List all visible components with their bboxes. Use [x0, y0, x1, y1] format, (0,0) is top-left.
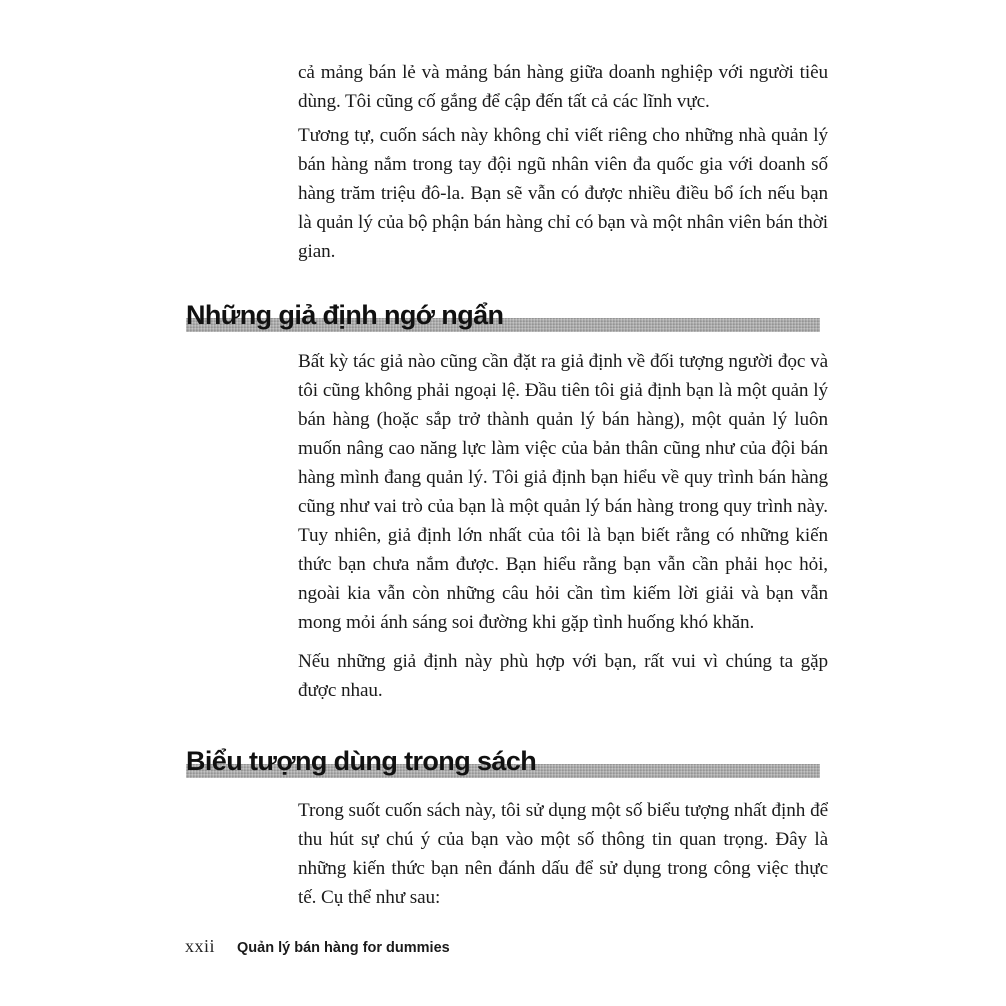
section-title: Biểu tượng dùng trong sách: [186, 746, 537, 776]
intro-paragraph-2: Tương tự, cuốn sách này không chỉ viết riêng cho những nhà quản lý bán hàng nắm trong tay đội ngũ nhân viên đa quốc gia với doanh số hàng trăm triệu đô-la. Bạn sẽ vẫn có được nhiều điều bổ ích nếu bạn là quản lý của bộ phận bán hàng chỉ có bạn và một nhân viên bán thời gian.: [298, 125, 828, 262]
intro-paragraph-1: cả mảng bán lẻ và mảng bán hàng giữa doanh nghiệp với người tiêu dùng. Tôi cũng cố gắng để cập đến tất cả các lĩnh vực.: [298, 62, 828, 112]
running-book-title: Quản lý bán hàng for dummies: [237, 940, 450, 956]
page-number: xxii: [185, 936, 216, 956]
assumptions-paragraph-2: Nếu những giả định này phù hợp với bạn, rất vui vì chúng ta gặp được nhau.: [298, 651, 828, 701]
section-title: Những giả định ngớ ngẩn: [186, 300, 504, 330]
icons-paragraph-1: Trong suốt cuốn sách này, tôi sử dụng một số biểu tượng nhất định để thu hút sự chú ý của bạn vào một số thông tin quan trọng. Đây là những kiến thức bạn nên đánh dấu để sử dụng trong công việc thực tế. Cụ thể như sau:: [298, 800, 828, 908]
page-footer: [185, 936, 450, 960]
assumptions-paragraph-1: Bất kỳ tác giả nào cũng cần đặt ra giả định về đối tượng người đọc và tôi cũng không phải ngoại lệ. Đầu tiên tôi giả định bạn là một quản lý bán hàng (hoặc sắp trở thành quản lý bán hàng), một quản lý luôn muốn nâng cao năng lực làm việc của bản thân cũng như của đội bán hàng mình đang quản lý. Tôi giả định bạn hiểu về quy trình bán hàng cũng như vai trò của bạn là một quản lý bán hàng trong quy trình này. Tuy nhiên, giả định lớn nhất của tôi là bạn biết rằng có những kiến thức bạn chưa nắm được. Bạn hiểu rằng bạn vẫn cần phải học hỏi, ngoài kia vẫn còn những câu hỏi cần tìm kiếm lời giải và bạn vẫn mong mỏi ánh sáng soi đường khi gặp tình huống khó khăn.: [298, 351, 828, 633]
section-heading-assumptions: [186, 292, 820, 332]
section-heading-icons: [186, 738, 820, 778]
